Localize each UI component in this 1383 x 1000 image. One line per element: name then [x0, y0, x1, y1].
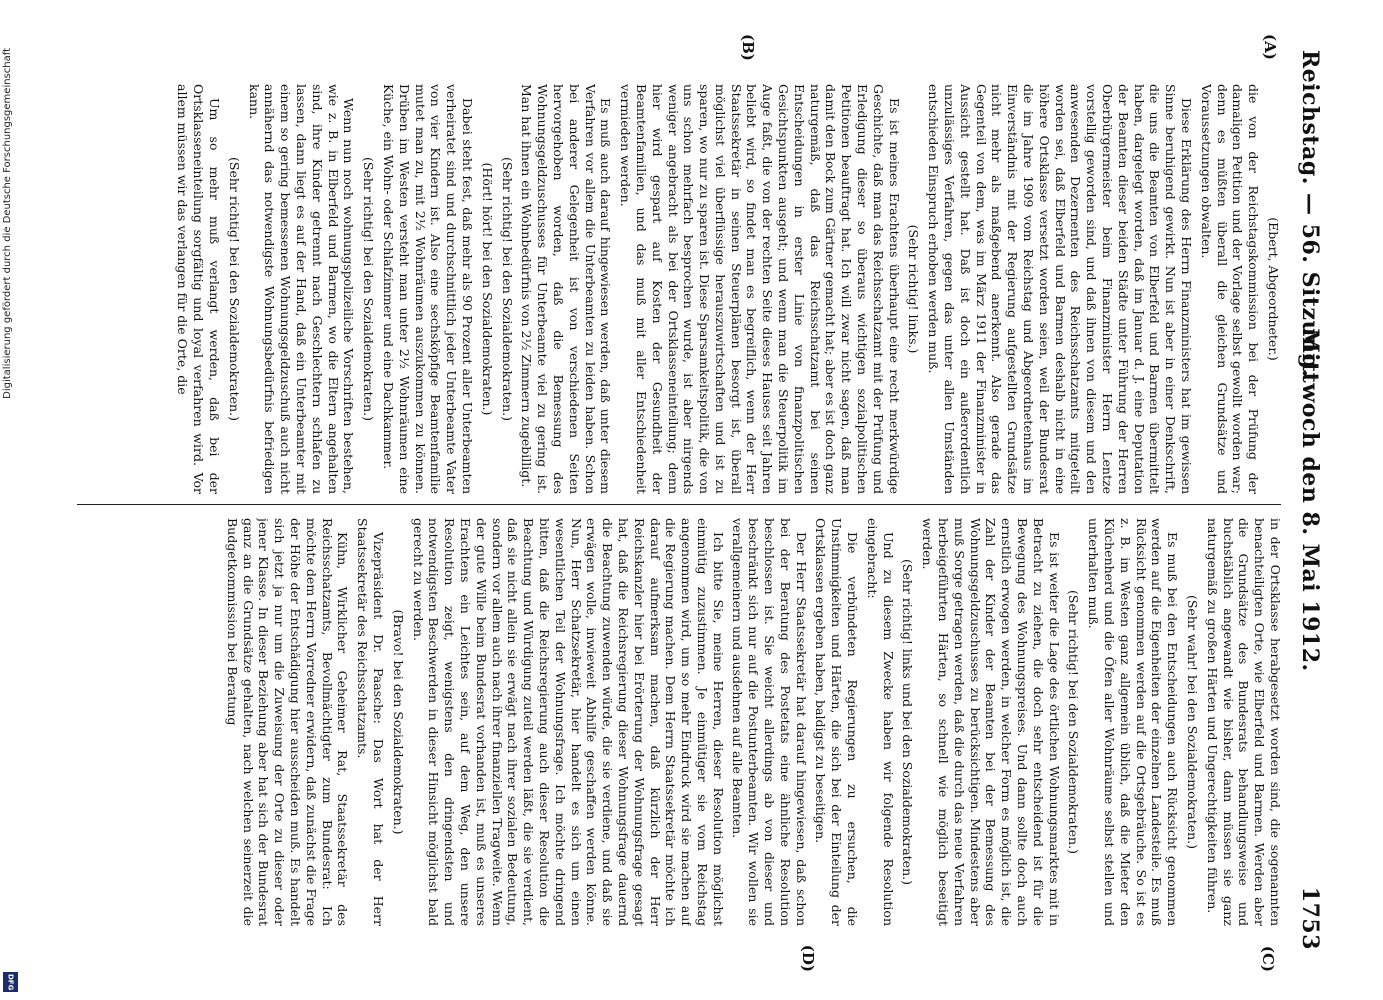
paragraph: Es muß bei den Entscheidungen auch Rücksicht genommen werden auf die Eigenheiten der einzelnen Landesteile. Es muß Rücksicht genommen werden auf die Ortsgebräuche. So ist es z. B. im Westen ganz allgemein üblich, daß die Mieter den Küchenherd und die Öfen aller Wohnräume selbst stellen und unterhalten muß. [1085, 518, 1180, 926]
interjection: (Sehr richtig! bei den Sozialdemokraten.) [1065, 590, 1081, 854]
paragraph: Wenn nun noch wohnungspolizeiliche Vorschriften bestehen, wie z. B. in Elberfeld und Barmen, wo die Eltern angehalten sind, ihre Kinder getrennt nach Geschlechtern schlafen zu lassen, dann liegt es auf der Hand, daß ein Unterbeamter mit einem so gering bemessenen Wohnungsgeldzuschuß auch nicht annähernd das notwendigste Wohnungsbedürfnis befriedigen kann. [246, 84, 356, 494]
speaker-paragraph: Kühn, Wirklicher Geheimer Rat, Staatssekretär des Reichsschatzamts, Bevollmächtigter zum Bundesrat: Ich möchte dem Herrn Vorredner erwidern, daß zunächst die Frage der Höhe der Entschädigung hier ausscheiden muß. Es handelt sich jetzt ja nur um die Zuweisung der Orte zu dieser oder jener Klasse. In dieser Beziehung aber hat sich der Bundesrat ganz an die Grundsätze gehalten, nach welchen seinerzeit die Budgetkommission bei Beratung [224, 518, 350, 926]
dfg-logo: DFG [3, 972, 18, 992]
right-column [65, 518, 1283, 926]
interjection: (Sehr richtig! bei den Sozialdemokraten.) [360, 157, 376, 421]
speaker-running-head: (Ebert, Abgeordneter.) [1265, 217, 1281, 361]
document-page [47, 20, 1337, 980]
interjection: (Sehr wahr! bei den Sozialdemokraten.) [1184, 594, 1200, 850]
paragraph: Der Herr Staatssekretär hat darauf hingewiesen, daß schon bei der Beratung des Postetats eine ähnliche Resolution beschlossen ist. Sie weicht allerdings ab von dieser und beschränkt sich nur auf die Postunterbeamten. Wir wollen sie verallgemeinern und ausdehnen auf alle Beamten. [730, 518, 809, 926]
paragraph: Und zu diesem Zwecke haben wir folgende Resolution eingebracht: [864, 518, 896, 926]
speaker-paragraph: Vizepräsident Dr. Paasche: Das Wort hat der Herr Staatssekretär des Reichsschatzamts. [354, 518, 386, 926]
interjection: (Sehr richtig! links und bei den Sozialdemokraten.) [899, 559, 915, 885]
interjection: (Sehr richtig! bei den Sozialdemokraten.) [499, 157, 515, 421]
paragraph: die von der Reichstagskommission bei der Prüfung der damaligen Petition und der Vorlage selbst gewollt worden war; denn es müßten überall die gleichen Grundsätze und Voraussetzungen obwalten. [1198, 84, 1261, 494]
paragraph: Um so mehr muß verlangt werden, daß bei der Ortsklasseneinteilung sorgfältig und loyal verfahren wird. Vor allem müssen wir das verlangen für die Orte, die [174, 84, 222, 494]
paragraph: Es muß auch darauf hingewiesen werden, daß unter diesem Verfahren vor allem die Unterbeamten zu leiden haben. Schon bei anderer Gelegenheit ist von verschiedenen Seiten hervorgehoben worden, daß die Bemessung des Wohnungsgeldzuschusses für Unterbeamte viel zu gering ist. Man hat ihnen ein Wohnbedürfnis von 2½ Zimmern zugebilligt. [518, 84, 613, 494]
page-header [1289, 40, 1329, 960]
interjection: (Sehr richtig! bei den Sozialdemokraten.) [226, 157, 242, 421]
margin-mark-c: (C) [1258, 945, 1277, 972]
side-note [0, 0, 22, 1000]
paragraph: in der Ortsklasse herabgesetzt worden sind, die sogenannten benachteiligten Orte, wie Elberfeld und Barmen. Werden aber die Grundsätze des Bundesrats behandlungsweise und buchstäblich angewandt wie bisher, dann müssen sie ganz naturgemäß zu großen Härten und Ungerechtigkeiten führen. [1204, 518, 1283, 926]
paragraph: Ich bitte Sie, meine Herren, dieser Resolution möglichst einmütig zuzustimmen. Je einmütiger sie vom Reichstag angenommen wird, um so mehr Eindruck wird sie machen auf die Regierung machen. Dem Herrn Staatssekretär möchte ich darauf aufmerksam machen, daß kürzlich der Herr Reichskanzler hier bei Erörterung der Wohnungsfrage gesagt hat, daß die Reichsregierung dieser Wohnungsfrage dauernd die Beachtung zuwenden würde, die sie verdiene, und daß sie erwägen wolle, inwieweit Abhilfe geschaffen werden könne. Nun, Herr Schatzsekretär, hier handelt es sich um einen wesentlichen Teil der Wohnungsfrage. Ich möchte dringend bitten, daß die Reichsregierung auch dieser Resolution die Beachtung und Würdigung zuteil werden läßt, die sie verdient, daß sie nicht allein sie erwägt nach ihrer sozialen Bedeutung, sondern vor allem auch nach ihrer finanziellen Tragweite. Wenn der gute Wille beim Bundesrat vorhanden ist, muß es unseres Erachtens ein Leichtes sein, auf dem Weg, den unsere Resolution zeigt, wenigstens den dringendsten und notwendigsten Beschwerden in dieser Hinsicht möglichst bald gerecht zu werden. [410, 518, 726, 926]
margin-mark-a: (A) [1260, 34, 1279, 60]
paragraph: Diese Erklärung des Herrn Finanzministers hat im gewissen Sinne beruhigend gewirkt. Nun ist aber in einer Denkschrift, die uns die Beamten von Elberfeld und Barmen übermittelt haben, dargelegt worden, daß im Januar d. J. eine Deputation der Beamten dieser beiden Städte unter Führung der Herren Oberbürgermeister beim Finanzminister Herrn Lentze vorstellig geworden sind, und daß ihnen von diesem und den anwesenden Dezernenten des Reichsschatzamts mitgeteilt worden sei, daß Elberfeld und Barmen deshalb nicht in eine höhere Ortsklasse versetzt worden seien, weil der Bundesrat die im Jahre 1909 vom Reichstag und Abgeordnetenhaus im Einverständnis mit der Regierung aufgestellten Grundsätze nicht mehr als maßgebend anerkennt. Also gerade das Gegenteil von dem, was im März 1911 der Finanzminister in Aussicht gestellt hat. Daß ist doch ein außerordentlich unzulässiges Verfahren, gegen das unter allen Umständen entschieden Einspruch erhoben werden muß. [925, 84, 1194, 494]
paragraph: Es ist weiter die Lage des örtlichen Wohnungsmarktes mit in Betracht zu ziehen, die doch sehr entscheidend ist für die Bewegung des Wohnungspreises. Und dann sollte doch auch ernstlich erwogen werden, in welcher Form es möglich ist, die Zahl der Kinder der Beamten bei der Bemessung des Wohnungsgeldzuschusses zu berücksichtigen. Mindestens aber muß Sorge getragen werden, daß die durch das neue Verfahren herbeigeführten Härten, so schnell wie möglich beseitigt werden. [919, 518, 1062, 926]
digitization-note: Digitalisierung gefördert durch die Deutsche Forschungsgemeinschaft [2, 48, 13, 399]
paragraph: Es ist meines Erachtens überhaupt eine recht merkwürdige Geschichte, daß man das Reichsschatzamt mit der Prüfung und Erledigung dieser so überaus wichtigen sozialpolitischen Petitionen beauftragt hat. Ich will zwar nicht sagen, daß man damit den Bock zum Gärtner gemacht hat; aber es ist doch ganz naturgemäß, daß das Reichsschatzamt bei seinen Entscheidungen in erster Linie von finanzpolitischen Gesichtspunkten ausgeht; und wenn man die Steuerpolitik im Auge faßt, die von der rechten Seite dieses Hauses seit Jahren beliebt wird, so findet man es begreiflich, wenn der Herr Staatssekretär in seinen Steuerplänen besorgt ist, überall möglichst viel überflüssige herauszuwirtschaften und ist zu sparen, wo nur zu sparen ist. Diese Sparsamkeitspolitik, die von uns schon mehrfach besprochen wurde, ist aber nirgends weniger angebracht als bei der Ortsklasseneinteilung; denn hier wird gespart auf Kosten der Gesundheit der Beamtenfamilien, und das muß mit aller Entschiedenheit vermieden werden. [617, 84, 902, 494]
left-column [65, 84, 1283, 494]
margin-mark-d: (D) [798, 944, 817, 972]
margin-mark-b: (B) [738, 34, 757, 61]
resolution-text: Die verbündeten Regierungen zu ersuchen, die Unstimmigkeiten und Härten, die sich bei der Einteilung der Ortsklassen ergeben haben, baldigst zu beseitigen. [812, 518, 860, 926]
column-divider [77, 504, 1281, 505]
interjection: (Sehr richtig! links.) [905, 224, 921, 354]
interjection: (Hört! hört! bei den Sozialdemokraten.) [479, 162, 495, 416]
paragraph: Dabei steht fest, daß mehr als 90 Prozent aller Unterbeamten verheiratet sind und durchschnittlich jeder Unterbeamte Vater von vier Kindern ist. Also eine sechsköpfige Beamtenfamilie mutet man zu, mit 2½ Wohnräumen auszukommen zu können. Drüben im Westen versteht man unter 2½ Wohnräumen eine Küche, ein Wohn- oder Schlafzimmer und eine Dachkammer. [380, 84, 475, 494]
interjection: (Bravo! bei den Sozialdemokraten.) [390, 609, 406, 835]
header-session: Reichstag. — 56. Sitzung. [1296, 50, 1323, 378]
header-date: Mittwoch den 8. Mai 1912. [1296, 328, 1323, 672]
page-number: 1753 [1296, 886, 1323, 950]
